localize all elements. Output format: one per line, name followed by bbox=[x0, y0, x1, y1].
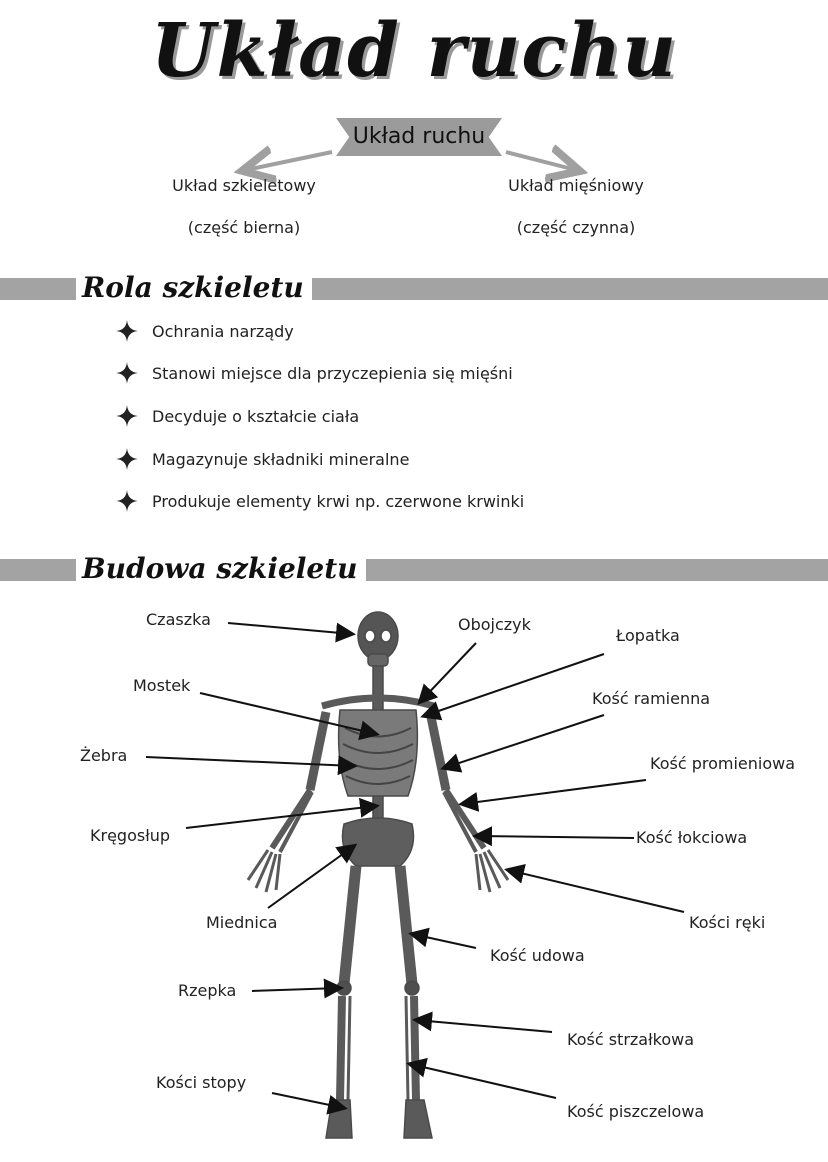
label-pelvis: Miednica bbox=[206, 913, 278, 932]
label-patella: Rzepka bbox=[178, 981, 237, 1000]
label-fibula: Kość strzałkowa bbox=[567, 1030, 695, 1049]
label-humerus: Kość ramienna bbox=[592, 689, 711, 708]
star-bullet-icon bbox=[116, 448, 138, 470]
pointer-femur bbox=[412, 934, 476, 948]
role-item-text: Ochrania narządy bbox=[152, 321, 294, 341]
label-foot: Kości stopy bbox=[156, 1073, 247, 1092]
star-bullet-icon bbox=[116, 320, 138, 342]
pointer-skull bbox=[228, 623, 352, 634]
page-title: Układ ruchu bbox=[150, 8, 678, 94]
scheme-right-note: (część czynna) bbox=[516, 218, 636, 237]
pointer-fibula bbox=[416, 1020, 552, 1032]
pointer-ulna bbox=[476, 836, 634, 838]
pointer-clavicle bbox=[420, 643, 476, 702]
role-item bbox=[116, 444, 409, 474]
role-item bbox=[116, 358, 513, 388]
scheme-left-name: Układ szkieletowy bbox=[172, 176, 316, 195]
label-skull: Czaszka bbox=[146, 610, 211, 629]
role-item-text: Produkuje elementy krwi np. czerwone krwinki bbox=[152, 491, 525, 511]
star-bullet-icon bbox=[116, 405, 138, 427]
skeleton-illustration bbox=[248, 612, 508, 1138]
scheme-left-note: (część bierna) bbox=[187, 218, 301, 237]
label-sternum: Mostek bbox=[133, 676, 191, 695]
role-item-text: Magazynuje składniki mineralne bbox=[152, 449, 410, 469]
role-item bbox=[116, 486, 524, 516]
scheme-right-name: Układ mięśniowy bbox=[508, 176, 644, 195]
role-item bbox=[116, 401, 359, 431]
label-hand: Kości ręki bbox=[689, 913, 766, 932]
label-clavicle: Obojczyk bbox=[458, 615, 531, 634]
role-item-text: Stanowi miejsce dla przyczepienia się mięśni bbox=[152, 363, 513, 383]
star-bullet-icon bbox=[116, 362, 138, 384]
arrow-left bbox=[246, 152, 332, 170]
label-radius: Kość promieniowa bbox=[650, 754, 796, 773]
label-scapula: Łopatka bbox=[616, 626, 680, 645]
pointer-humerus bbox=[444, 715, 604, 768]
scheme-center-label: Układ ruchu bbox=[352, 124, 486, 149]
pointer-patella bbox=[252, 988, 340, 991]
section-heading-structure: Budowa szkieletu bbox=[76, 549, 366, 589]
label-femur: Kość udowa bbox=[490, 946, 585, 965]
star-bullet-icon bbox=[116, 490, 138, 512]
section-heading-role: Rola szkieletu bbox=[76, 268, 312, 308]
pointer-ribs bbox=[146, 757, 354, 766]
pointer-hand bbox=[508, 870, 684, 912]
label-ribs: Żebra bbox=[80, 746, 128, 765]
label-spine: Kręgosłup bbox=[90, 826, 171, 845]
role-item bbox=[116, 316, 294, 346]
label-ulna: Kość łokciowa bbox=[636, 828, 748, 847]
arrow-right bbox=[506, 152, 576, 170]
pointer-radius bbox=[462, 780, 646, 804]
pointer-tibia bbox=[410, 1064, 556, 1098]
pointer-scapula bbox=[424, 654, 604, 716]
role-item-text: Decyduje o kształcie ciała bbox=[152, 406, 360, 426]
label-tibia: Kość piszczelowa bbox=[567, 1102, 705, 1121]
